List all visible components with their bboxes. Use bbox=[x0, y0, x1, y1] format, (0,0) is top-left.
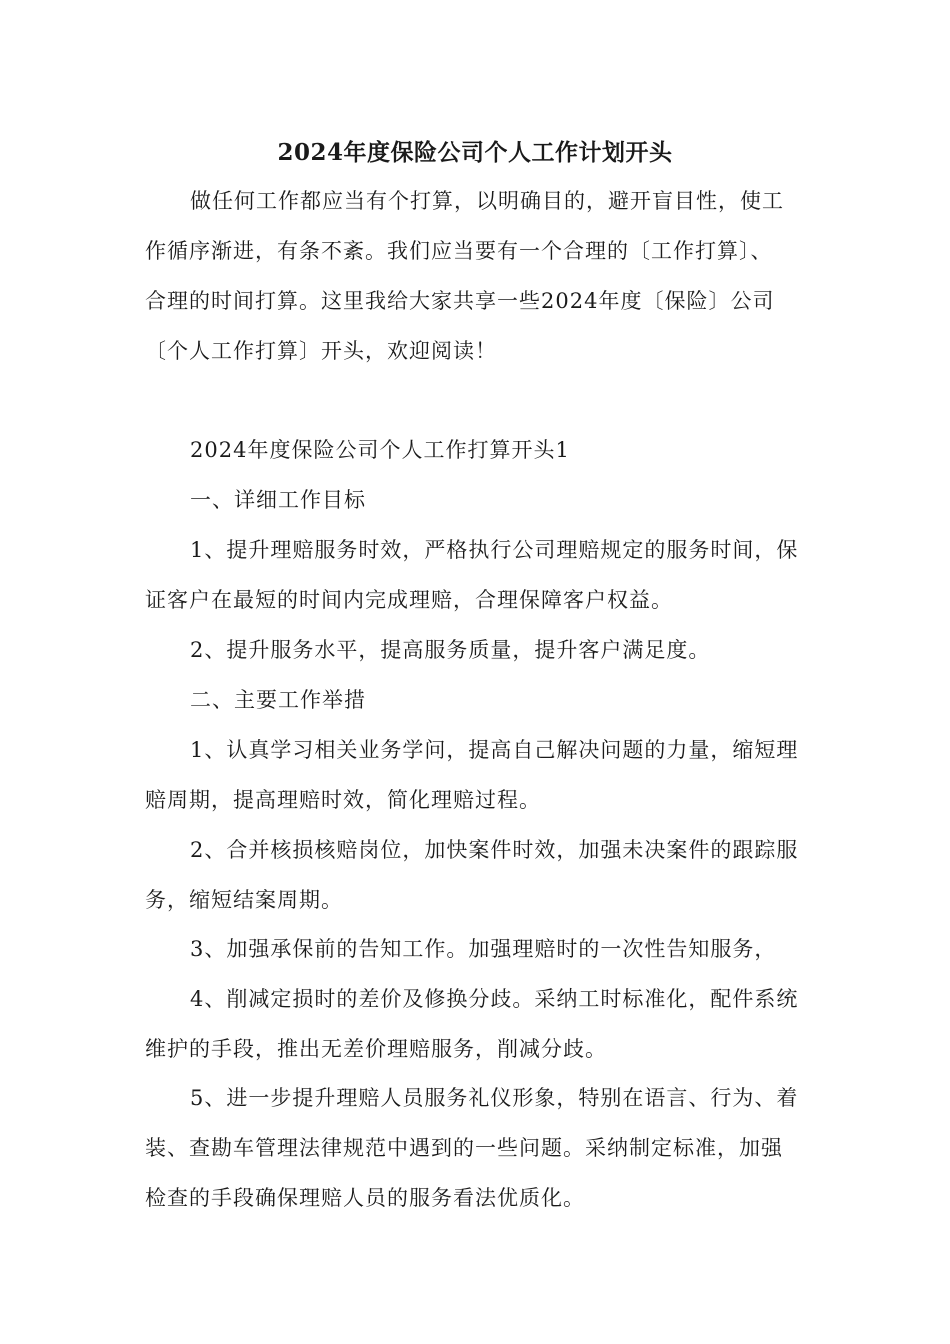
part2-heading: 二、主要工作举措 bbox=[190, 688, 366, 712]
measure3-line: 3、加强承保前的告知工作。加强理赔时的一次性告知服务， bbox=[190, 937, 777, 961]
document-title: 2024年度保险公司个人工作计划开头 bbox=[277, 139, 673, 166]
measure5-line-3: 检查的手段确保理赔人员的服务看法优质化。 bbox=[145, 1186, 585, 1210]
goal1-line-1: 1、提升理赔服务时效，严格执行公司理赔规定的服务时间，保 bbox=[190, 538, 799, 562]
measure4-line-1: 4、削减定损时的差价及修换分歧。采纳工时标准化，配件系统 bbox=[190, 987, 799, 1011]
part1-heading: 一、详细工作目标 bbox=[190, 488, 366, 512]
measure4-line-2: 维护的手段，推出无差价理赔服务，削减分歧。 bbox=[145, 1037, 607, 1061]
measure5-line-1: 5、进一步提升理赔人员服务礼仪形象，特别在语言、行为、着 bbox=[190, 1086, 799, 1110]
goal2-line: 2、提升服务水平，提高服务质量，提升客户满足度。 bbox=[190, 638, 711, 662]
measure1-line-2: 赔周期，提高理赔时效，简化理赔过程。 bbox=[145, 788, 541, 812]
goal1-line-2: 证客户在最短的时间内完成理赔，合理保障客户权益。 bbox=[145, 588, 673, 612]
intro-line-3: 合理的时间打算。这里我给大家共享一些2024年度〔保险〕公司 bbox=[145, 289, 775, 313]
measure1-line-1: 1、认真学习相关业务学问，提高自己解决问题的力量，缩短理 bbox=[190, 738, 799, 762]
intro-line-1: 做任何工作都应当有个打算，以明确目的，避开盲目性，使工 bbox=[190, 189, 784, 213]
measure5-line-2: 装、查勘车管理法律规范中遇到的一些问题。采纳制定标准，加强 bbox=[145, 1136, 783, 1160]
measure2-line-2: 务，缩短结案周期。 bbox=[145, 888, 343, 912]
intro-line-4: 〔个人工作打算〕开头，欢迎阅读！ bbox=[145, 339, 497, 363]
measure2-line-1: 2、合并核损核赔岗位，加快案件时效，加强未决案件的跟踪服 bbox=[190, 838, 799, 862]
intro-line-2: 作循序渐进，有条不紊。我们应当要有一个合理的〔工作打算〕、 bbox=[145, 239, 773, 263]
section-title: 2024年度保险公司个人工作打算开头1 bbox=[190, 438, 570, 462]
